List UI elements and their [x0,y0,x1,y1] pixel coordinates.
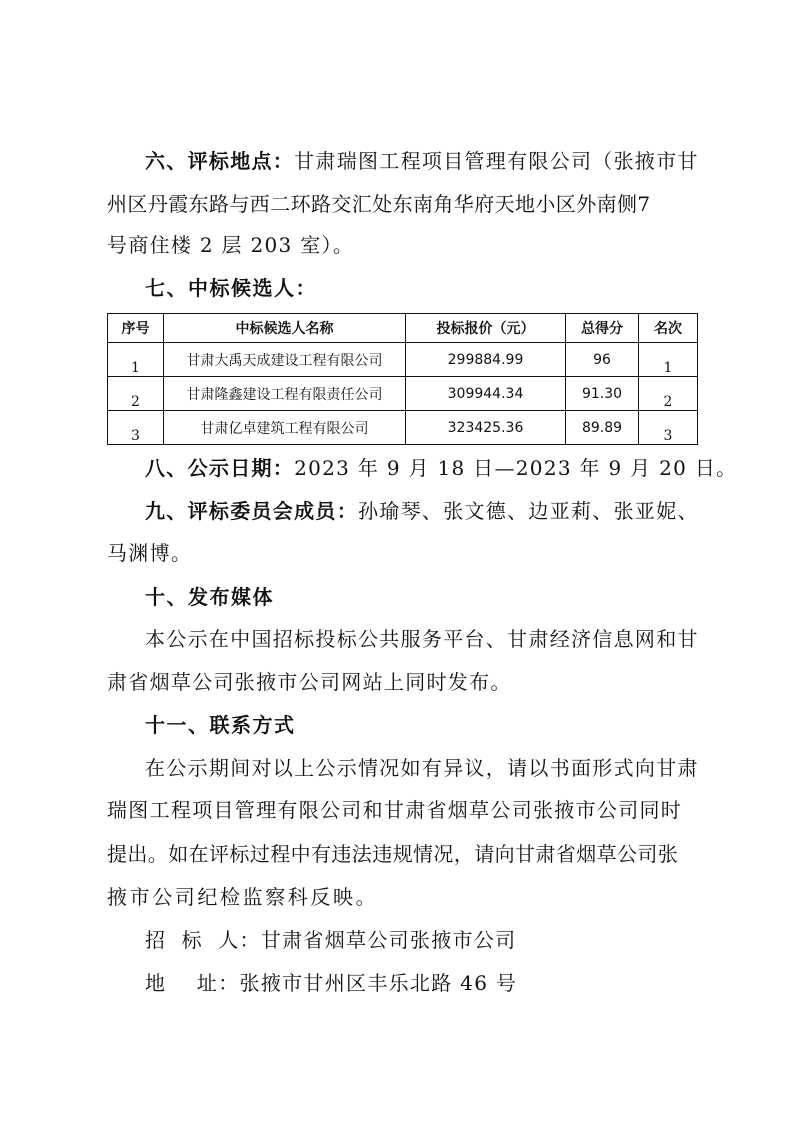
header-name: 中标候选人名称 [164,314,406,343]
section9-line1 [145,498,699,524]
table-header-row [108,314,698,343]
section6-line1 [145,148,699,174]
cell-no: 2 [108,377,164,411]
cell-name: 甘肃大禹天成建设工程有限公司 [164,343,406,377]
cell-name: 甘肃亿卓建筑工程有限公司 [164,411,406,445]
section11-heading: 十一、联系方式 [145,713,296,737]
section9-line2: 马渊博。 [107,541,193,565]
cell-rank: 3 [639,411,698,445]
tenderer-line: 招 标 人：甘肃省烟草公司张掖市公司 [145,928,517,952]
section6-text: 甘肃瑞图工程项目管理有限公司（张掖市甘 [294,149,699,173]
candidate-table [107,313,698,445]
cell-no: 3 [108,411,164,445]
header-no: 序号 [108,314,164,343]
section6-line2: 州区丹霞东路与西二环路交汇处东南角华府天地小区外南侧7 [107,192,651,216]
cell-price: 299884.99 [406,343,566,377]
cell-price: 323425.36 [406,411,566,445]
address-line: 地 址：张掖市甘州区丰乐北路 46 号 [145,971,518,995]
section10-heading: 十、发布媒体 [145,585,274,609]
cell-rank: 2 [639,377,698,411]
header-score: 总得分 [566,314,639,343]
section11-line2: 瑞图工程项目管理有限公司和甘肃省烟草公司张掖市公司同时 [107,798,683,822]
header-rank: 名次 [639,314,698,343]
table-row [108,411,698,445]
section8-heading: 八、公示日期： [145,456,295,480]
cell-name: 甘肃隆鑫建设工程有限责任公司 [164,377,406,411]
section9-text: 孙瑜琴、张文德、边亚莉、张亚妮、 [358,499,699,523]
cell-score: 96 [566,343,639,377]
cell-rank: 1 [639,343,698,377]
cell-score: 91.30 [566,377,639,411]
section10-line2: 肃省烟草公司张掖市公司网站上同时发布。 [107,670,512,694]
header-price: 投标报价（元） [406,314,566,343]
section10-line1: 本公示在中国招标投标公共服务平台、甘肃经济信息网和甘 [145,627,699,651]
section8-text: 2023 年 9 月 18 日—2023 年 9 月 20 日。 [294,456,738,480]
cell-price: 309944.34 [406,377,566,411]
table-row [108,377,698,411]
section11-line4: 掖市公司纪检监察科反映。 [107,885,379,909]
table-row [108,343,698,377]
section8-line [145,455,738,481]
cell-score: 89.89 [566,411,639,445]
section7-heading: 七、中标候选人： [145,276,317,300]
section11-line3: 提出。如在评标过程中有违法违规情况，请向甘肃省烟草公司张 [107,842,679,866]
section9-heading: 九、评标委员会成员： [145,499,358,523]
section6-heading: 六、评标地点： [145,149,295,173]
section11-line1: 在公示期间对以上公示情况如有异议，请以书面形式向甘肃 [145,756,699,780]
cell-no: 1 [108,343,164,377]
section6-line3: 号商住楼 2 层 203 室）。 [107,233,355,257]
